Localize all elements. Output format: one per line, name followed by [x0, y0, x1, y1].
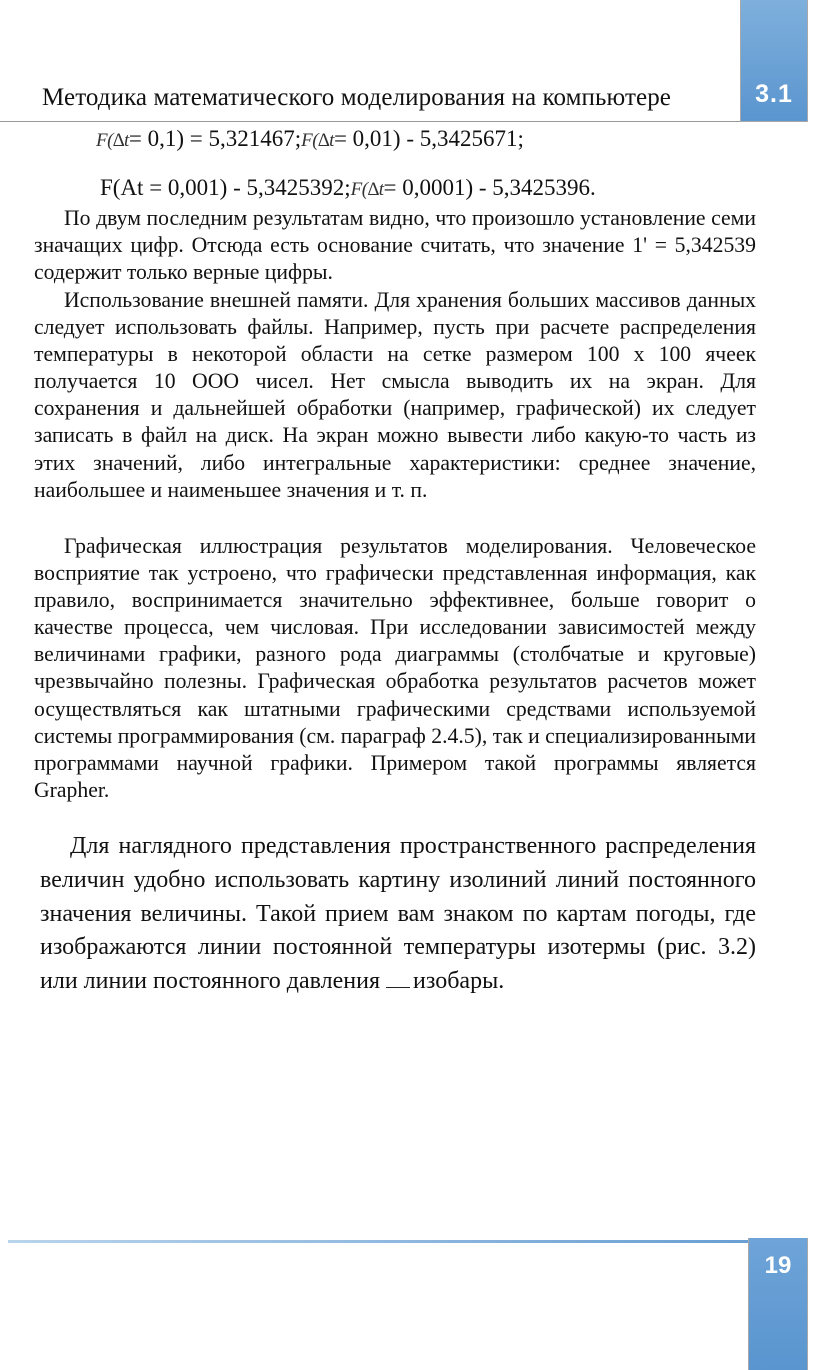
page-number: 19 [764, 1252, 792, 1279]
chapter-number: 3.1 [755, 80, 793, 108]
chapter-tab [740, 0, 808, 122]
running-header-title: Методика математического моделирования на компьютере [42, 84, 671, 111]
paragraph-4 [40, 830, 756, 999]
paragraph-2: Использование внешней памяти. Для хранения больших массивов данных следует использовать файлы. Например, пусть при расчете распределения температуры в некоторой области на сетке размером 100 х 100 ячеек получается 10 ООО чисел. Нет смысла выводить их на экран. Для сохранения и дальнейшей обработки (например, графической) их следует записать в файл на диск. На экран можно вывести либо какую-то часть из этих значений, либо интегральные характеристики: среднее значение, наибольшее и наименьшее значения и т. п. [34, 288, 756, 502]
equation-line-1 [96, 126, 524, 152]
equation-2a: F(At = 0,001) - 5,3425392; [100, 175, 351, 200]
page-tab [748, 1238, 808, 1370]
header-divider [0, 121, 740, 122]
dash-mark [386, 973, 410, 988]
equation-2b: = 0,0001) - 5,3425396. [383, 175, 596, 200]
paragraph-3: Графическая иллюстрация результатов моделирования. Человеческое восприятие так устроено, что графически представленная информация, как правило, воспринимается значительно эффективнее, больше говорит о качестве процесса, чем числовая. При исследовании зависимостей между величинами графики, разного рода диаграммы (столбчатые и круговые) чрезвычайно полезны. Графическая обработка результатов расчетов может осуществляться как штатными графическими средствами используемой системы программирования (см. параграф 2.4.5), так и специализированными программами научной графики. Примером такой программы является Grapher. [34, 534, 756, 802]
f-delta-t-symbol: F(∆t [301, 130, 334, 151]
paragraph-1: По двум последним результатам видно, что произошло установление семи значащих цифр. Отсюда есть основание считать, что значение 1' = 5,342539 содержит только верные цифры. [34, 206, 756, 285]
equation-1b: = 0,01) - 5,3425671; [333, 126, 524, 151]
f-delta-t-symbol: F(∆t [350, 179, 384, 200]
paragraph-4-text: Для наглядного представления пространственного распределения величин удобно использовать картину изолиний линий постоянного значения величины. Такой прием вам знаком по картам погоды, где изображаются линии постоянной температуры изотермы (рис. 3.2) или линии постоянного давления [40, 833, 756, 995]
equation-line-2 [100, 175, 596, 201]
footer-divider [8, 1240, 748, 1243]
paragraph-4-tail: изобары. [413, 968, 505, 995]
equation-1a: = 0,1) = 5,321467; [128, 126, 302, 151]
f-delta-t-symbol: F(∆t [96, 130, 129, 151]
